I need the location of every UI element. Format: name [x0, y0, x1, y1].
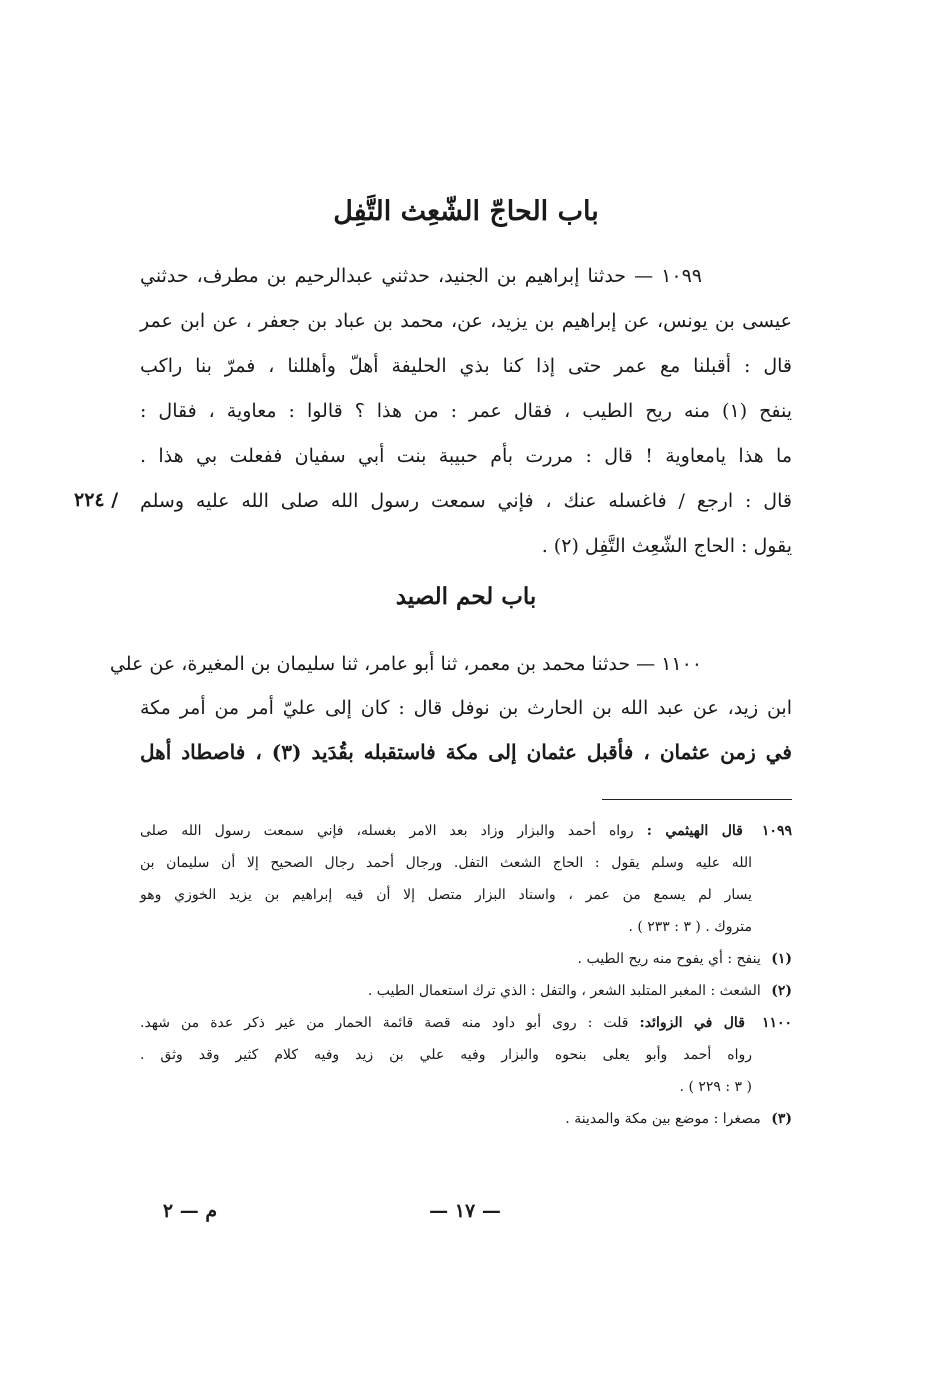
footnote-text: موضع بين مكة والمدينة .: [565, 1111, 710, 1127]
text-line: ينفح (١) منه ريح الطيب ، فقال عمر : من هذا ؟ قالوا : معاوية ، فقال :: [140, 400, 793, 422]
footnote-text: رواه أحمد والبزار وزاد بعد الامر بغسله، فإني سمعت رسول الله صلى: [140, 823, 634, 839]
footnote-source: مصغرا :: [713, 1111, 761, 1127]
footnote-divider: [602, 799, 792, 800]
text-line: عيسى بن يونس، عن إبراهيم بن يزيد، عن، محمد بن عباد بن جعفر ، عن ابن عمر: [140, 310, 792, 332]
footnote-1100: [140, 1007, 792, 1103]
footnote-text: المغبر المتلبد الشعر ، والتفل : الذي ترك استعمال الطيب .: [367, 983, 706, 999]
footnote-number: ١٠٩٩: [761, 823, 792, 839]
footnote-source: الشعث :: [710, 983, 761, 999]
footnote-number: ١١٠٠: [761, 1015, 793, 1031]
footnote-source: قال الهيثمي :: [646, 823, 743, 839]
footnote-line: [140, 1007, 792, 1039]
footnote-number: (١): [771, 951, 792, 967]
footnote-text: أي يفوح منه ريح الطيب .: [577, 951, 723, 967]
hadith-1099-text: [140, 254, 792, 569]
chapter-heading-1: باب الحاجّ الشّعِث التَّفِل: [333, 196, 599, 227]
footnote-1099: [140, 815, 792, 943]
footnote-text: قلت : روى أبو داود منه قصة قائمة الحمار من غير ذكر عدة من شهد.: [140, 1015, 629, 1031]
footnote-3: [140, 1103, 792, 1135]
text-line: قال : ارجع / فاغسله عنك ، فإني سمعت رسول الله صلى الله عليه وسلم: [140, 490, 792, 512]
hadith-1100-text: [109, 642, 792, 774]
footnote-source: قال في الزوائد:: [639, 1015, 745, 1031]
footnotes: [140, 815, 792, 1135]
text-line: ابن زيد، عن عبد الله بن الحارث بن نوفل قال : كان إلى عليّ أمر من أمر مكة: [140, 697, 792, 719]
footnote-line: الله عليه وسلم يقول : الحاج الشعث التفل. ورجال أحمد رجال الصحيح إلا أن سليمان بن: [140, 855, 752, 871]
text-line: قال : أقبلنا مع عمر حتى إذا كنا بذي الحليفة أهلّ وأهللنا ، فمرّ بنا راكب: [140, 355, 792, 377]
footnote-number: (٣): [771, 1111, 792, 1127]
margin-page-reference: / ٢٢٤: [74, 489, 119, 511]
footnote-source: ينفح :: [727, 951, 761, 967]
footnote-line: [140, 943, 792, 975]
text-line: ما هذا يامعاوية ! قال : مررت بأم حبيبة بنت أبي سفيان ففعلت بي هذا .: [140, 445, 792, 467]
text-line: ١٠٩٩ — حدثنا إبراهيم بن الجنيد، حدثني عبدالرحيم بن مطرف، حدثني: [140, 265, 702, 287]
footnote-line: [140, 1103, 792, 1135]
footnote-line: متروك . ( ٣ : ٢٣٣ ) .: [628, 919, 752, 935]
text-line: يقول : الحاج الشّعِث التَّفِل (٢) .: [541, 535, 792, 557]
footnote-line: ( ٣ : ٢٢٩ ) .: [679, 1079, 752, 1095]
page-number: — ١٧ —: [429, 1200, 501, 1222]
signature-mark: م — ٢: [162, 1200, 218, 1222]
footnote-line: [140, 975, 792, 1007]
text-line: في زمن عثمان ، فأقبل عثمان إلى مكة فاستقبله بقُدَيد (٣) ، فاصطاد أهل: [140, 740, 792, 764]
footnote-2: [140, 975, 792, 1007]
footnote-1: [140, 943, 792, 975]
chapter-heading-2: باب لحم الصيد: [395, 583, 537, 610]
footnote-line: [140, 815, 792, 847]
footnote-line: رواه أحمد وأبو يعلى بنحوه والبزار وفيه علي بن زيد وفيه كلام كثير وقد وثق .: [140, 1047, 752, 1063]
footnote-line: يسار لم يسمع من عمر ، واسناد البزار متصل إلا أن فيه إبراهيم بن يزيد الخوزي وهو: [140, 887, 752, 903]
text-line: ١١٠٠ — حدثنا محمد بن معمر، ثنا أبو عامر، ثنا سليمان بن المغيرة، عن علي: [109, 653, 702, 675]
footnote-number: (٢): [771, 983, 792, 999]
